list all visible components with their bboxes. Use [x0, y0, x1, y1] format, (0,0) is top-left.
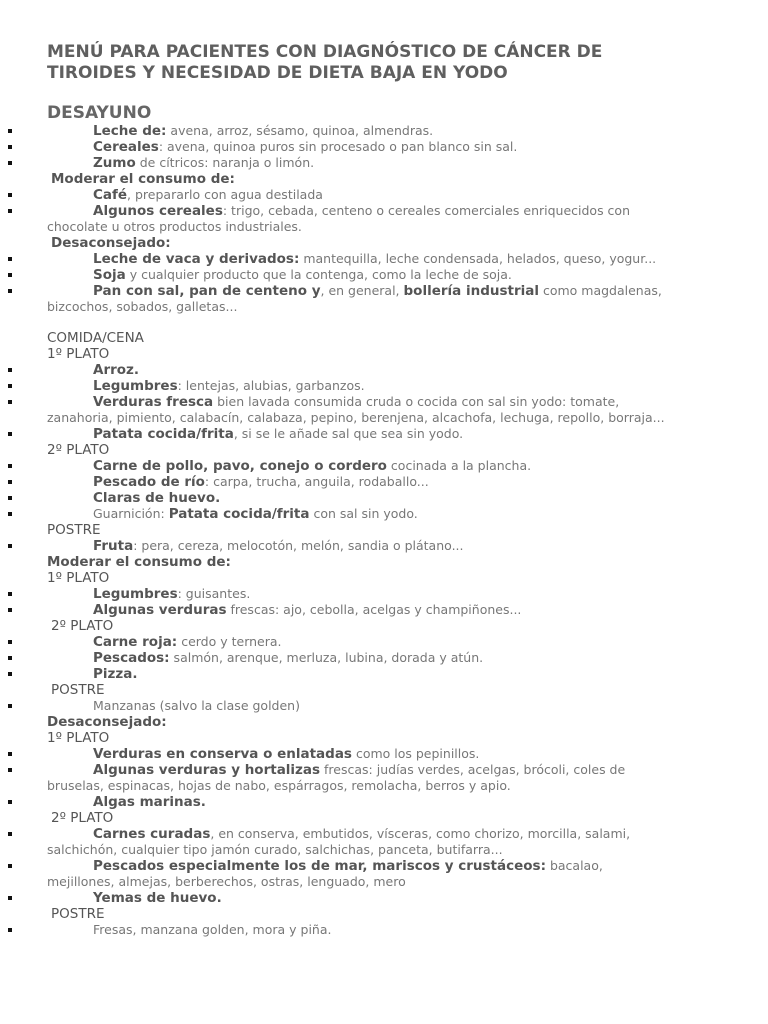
list-item: [47, 474, 727, 490]
item-text: , en general,: [320, 283, 404, 298]
moderar-plato2-list: [47, 634, 727, 682]
item-term: Soja: [93, 267, 126, 283]
comida-desaconsejado-label: Desaconsejado:: [47, 714, 167, 730]
item-text: y cualquier producto que la contenga, como la leche de soja.: [125, 267, 512, 282]
list-item: [47, 826, 727, 858]
list-item-line: [47, 858, 727, 874]
list-item-line: [47, 634, 727, 650]
list-item-line: [47, 426, 727, 442]
comida-plato1-label: 1º PLATO: [47, 346, 110, 362]
moderar-plato1-label: 1º PLATO: [47, 570, 110, 586]
list-item-line: [47, 890, 727, 906]
desaconsejado-postre-label: POSTRE: [51, 906, 105, 922]
item-term: Verduras fresca: [93, 394, 214, 410]
list-item: [47, 506, 727, 522]
list-item: [47, 858, 727, 890]
moderar-postre-label: POSTRE: [51, 682, 105, 698]
comida-postre-label: POSTRE: [47, 522, 101, 538]
list-item: [47, 267, 727, 283]
item-term: Pizza.: [93, 666, 138, 682]
desaconsejado-plato2-label: 2º PLATO: [51, 810, 114, 826]
item-text: , si se le añade sal que sea sin yodo.: [233, 426, 464, 441]
list-item-line: [47, 378, 727, 394]
item-text: como los pepinillos.: [351, 746, 480, 761]
comida-postre-list: [47, 538, 727, 554]
item-text: como magdalenas,: [538, 283, 662, 298]
item-text: avena, arroz, sésamo, quinoa, almendras.: [166, 123, 434, 138]
list-item: [47, 698, 727, 714]
list-item-line: [47, 698, 727, 714]
list-item: [47, 538, 727, 554]
item-term: Algunas verduras: [93, 602, 227, 618]
moderar-plato2-label: 2º PLATO: [51, 618, 114, 634]
list-item: [47, 602, 727, 618]
item-term: Carne roja:: [93, 634, 178, 650]
item-term: Pescados:: [93, 650, 170, 666]
list-item: [47, 922, 727, 938]
list-item-line: [47, 794, 727, 810]
item-term: Algunos cereales: [93, 203, 223, 219]
section-comida-heading: COMIDA/CENA: [47, 330, 144, 346]
desaconsejado-postre-list: [47, 922, 727, 938]
item-text: cerdo y ternera.: [177, 634, 282, 649]
list-item: [47, 586, 727, 602]
item-term: Patata cocida/frita: [168, 506, 310, 522]
item-term: Carnes curadas: [93, 826, 211, 842]
item-text: bien lavada consumida cruda o cocida con sal sin yodo: tomate,: [213, 394, 620, 409]
item-continuation: bizcochos, sobados, galletas...: [47, 299, 238, 314]
moderar-plato1-list: [47, 586, 727, 618]
item-text: bacalao,: [545, 858, 603, 873]
list-item: [47, 746, 727, 762]
item-term: Pescados especialmente los de mar, mariscos y crustáceos:: [93, 858, 546, 874]
list-item-line: [47, 458, 727, 474]
item-term: Legumbres: [93, 378, 178, 394]
list-item: [47, 203, 727, 235]
list-item: [47, 890, 727, 906]
item-term: Pan con sal, pan de centeno y: [93, 283, 321, 299]
item-text: , prepararlo con agua destilada: [127, 187, 323, 202]
section-desayuno-heading: DESAYUNO: [47, 103, 152, 123]
list-item-line: [47, 586, 727, 602]
desayuno-moderar-list: [47, 187, 727, 235]
list-item-line: [47, 187, 727, 203]
item-continuation: bruselas, espinacas, hojas de nabo, espárragos, remolacha, berros y apio.: [47, 778, 511, 793]
desayuno-list: [47, 123, 727, 171]
document: [47, 42, 727, 938]
list-item: [47, 283, 727, 315]
desayuno-moderar-label: Moderar el consumo de:: [51, 171, 235, 187]
list-item: [47, 155, 727, 171]
item-continuation: salchichón, cualquier tipo jamón curado, salchichas, panceta, butifarra...: [47, 842, 503, 857]
item-continuation: chocolate u otros productos industriales.: [47, 219, 302, 234]
item-text: mantequilla, leche condensada, helados, queso, yogur...: [299, 251, 657, 266]
item-term: Carne de pollo, pavo, conejo o cordero: [93, 458, 387, 474]
list-item-line: [47, 203, 727, 219]
list-item: [47, 762, 727, 794]
item-text: frescas: ajo, cebolla, acelgas y champiñones...: [226, 602, 522, 617]
item-continuation: mejillones, almejas, berberechos, ostras, lenguado, mero: [47, 874, 406, 889]
item-text: , en conserva, embutidos, vísceras, como chorizo, morcilla, salami,: [210, 826, 631, 841]
item-text: : avena, quinoa puros sin procesado o pan blanco sin sal.: [158, 139, 518, 154]
list-item-line: [47, 762, 727, 778]
item-text: : carpa, trucha, anguila, rodaballo...: [204, 474, 429, 489]
item-text: : lentejas, alubias, garbanzos.: [177, 378, 365, 393]
list-item-line: [47, 490, 727, 506]
list-item-line: [47, 506, 727, 522]
item-term: Leche de vaca y derivados:: [93, 251, 300, 267]
item-text: de cítricos: naranja o limón.: [135, 155, 315, 170]
item-text: salmón, arenque, merluza, lubina, dorada y atún.: [169, 650, 484, 665]
list-item-line: [47, 267, 727, 283]
item-term: Cereales: [93, 139, 159, 155]
item-term: Leche de:: [93, 123, 167, 139]
item-text: cocinada a la plancha.: [386, 458, 532, 473]
list-item-line: [47, 251, 727, 267]
list-item-line: [47, 139, 727, 155]
comida-plato2-list: [47, 458, 727, 522]
list-item-line: [47, 826, 727, 842]
list-item: [47, 187, 727, 203]
list-item-line: [47, 283, 727, 299]
item-text: Fresas, manzana golden, mora y piña.: [93, 922, 332, 937]
item-term: Zumo: [93, 155, 136, 171]
item-text: : pera, cereza, melocotón, melón, sandia o plátano...: [133, 538, 464, 553]
item-term: Yemas de huevo.: [93, 890, 222, 906]
desayuno-desaconsejado-label: Desaconsejado:: [51, 235, 171, 251]
item-term: bollería industrial: [403, 283, 539, 299]
item-term: Algunas verduras y hortalizas: [93, 762, 321, 778]
item-text: frescas: judías verdes, acelgas, brócoli, coles de: [320, 762, 626, 777]
item-term: Café: [93, 187, 128, 203]
list-item-line: [47, 362, 727, 378]
list-item-line: [47, 650, 727, 666]
item-continuation: zanahoria, pimiento, calabacín, calabaza, pepino, berenjena, alcachofa, lechuga, repollo, borraja...: [47, 410, 665, 425]
list-item: [47, 666, 727, 682]
item-term: Algas marinas.: [93, 794, 206, 810]
item-text: Manzanas (salvo la clase golden): [93, 698, 300, 713]
item-text: Guarnición:: [93, 506, 169, 521]
desaconsejado-plato1-list: [47, 746, 727, 810]
list-item-line: [47, 538, 727, 554]
list-item: [47, 378, 727, 394]
moderar-postre-list: [47, 698, 727, 714]
desaconsejado-plato2-list: [47, 826, 727, 906]
list-item-line: [47, 922, 727, 938]
item-term: Legumbres: [93, 586, 178, 602]
item-text: con sal sin yodo.: [309, 506, 418, 521]
item-term: Verduras en conserva o enlatadas: [93, 746, 352, 762]
list-item-line: [47, 474, 727, 490]
item-term: Arroz.: [93, 362, 140, 378]
list-item: [47, 634, 727, 650]
list-item-line: [47, 394, 727, 410]
list-item: [47, 794, 727, 810]
list-item: [47, 362, 727, 378]
list-item-line: [47, 746, 727, 762]
list-item: [47, 394, 727, 426]
list-item: [47, 123, 727, 139]
comida-plato2-label: 2º PLATO: [47, 442, 110, 458]
list-item: [47, 426, 727, 442]
item-term: Claras de huevo.: [93, 490, 221, 506]
list-item: [47, 139, 727, 155]
item-term: Pescado de río: [93, 474, 205, 490]
list-item-line: [47, 602, 727, 618]
list-item-line: [47, 123, 727, 139]
desayuno-desaconsejado-list: [47, 251, 727, 315]
item-term: Patata cocida/frita: [93, 426, 234, 442]
comida-plato1-list: [47, 362, 727, 442]
item-term: Fruta: [93, 538, 134, 554]
document-title: MENÚ PARA PACIENTES CON DIAGNÓSTICO DE CÁNCER DE TIROIDES Y NECESIDAD DE DIETA BAJA EN YODO: [47, 42, 603, 83]
item-text: : guisantes.: [177, 586, 251, 601]
list-item: [47, 650, 727, 666]
desaconsejado-plato1-label: 1º PLATO: [47, 730, 110, 746]
list-item: [47, 490, 727, 506]
list-item-line: [47, 666, 727, 682]
list-item-line: [47, 155, 727, 171]
list-item: [47, 458, 727, 474]
list-item: [47, 251, 727, 267]
item-text: : trigo, cebada, centeno o cereales comerciales enriquecidos con: [222, 203, 631, 218]
comida-moderar-label: Moderar el consumo de:: [47, 554, 231, 570]
